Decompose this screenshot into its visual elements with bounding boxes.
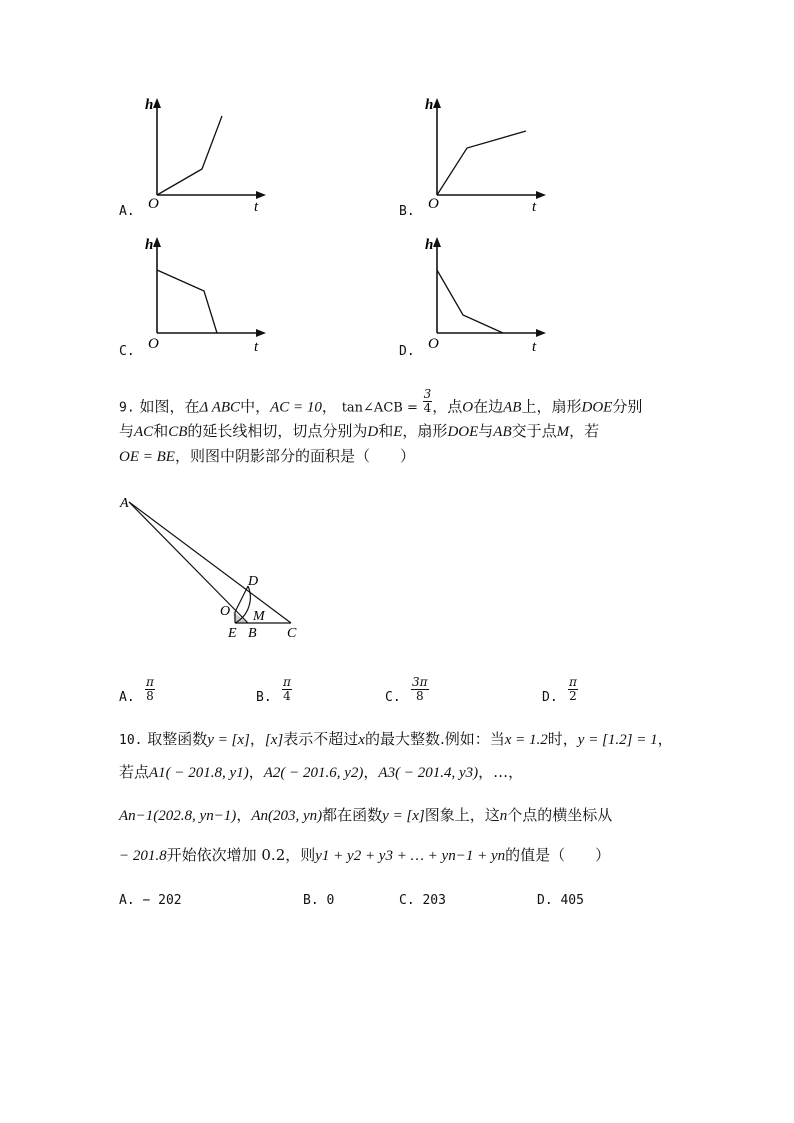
q10-point-3: A3( − 201.4, y3) bbox=[378, 765, 479, 781]
q10-func: y = [x] bbox=[382, 808, 425, 824]
graph-a-origin: O bbox=[148, 196, 159, 212]
q10-text: 开始依次增加 0.2，则 bbox=[166, 846, 316, 864]
q9-doe: DOE bbox=[581, 399, 613, 416]
q10-option-a bbox=[119, 893, 182, 908]
option-num: π bbox=[283, 675, 291, 689]
q10-number: 10. bbox=[119, 733, 143, 748]
q9-text: 与 bbox=[119, 422, 135, 440]
q9-option-c-fraction bbox=[411, 676, 429, 703]
q9-text: 上，扇形 bbox=[521, 397, 582, 416]
graph-c bbox=[140, 234, 280, 359]
q9-line-2 bbox=[119, 421, 599, 442]
option-num: π bbox=[146, 675, 154, 689]
option-label: B. bbox=[303, 893, 319, 908]
graph-b-h-label: h bbox=[425, 97, 434, 113]
q9-ab: AB bbox=[503, 399, 522, 416]
q9-text: 与 bbox=[478, 422, 494, 440]
q9-option-a-fraction bbox=[145, 676, 155, 703]
graph-d-origin: O bbox=[428, 336, 439, 352]
graph-d-t-label: t bbox=[532, 339, 537, 355]
fig-label-c: C bbox=[287, 626, 297, 641]
q9-d: D bbox=[367, 424, 379, 440]
graph-c-label: C. bbox=[119, 344, 135, 359]
option-num: 3π bbox=[412, 675, 428, 689]
q9-option-d-label: D. bbox=[542, 690, 558, 705]
graph-b-label: B. bbox=[399, 204, 415, 219]
fig-label-m: M bbox=[253, 609, 265, 624]
option-den: 2 bbox=[569, 689, 577, 703]
q9-cb: CB bbox=[168, 424, 188, 440]
option-value: 203 bbox=[422, 893, 446, 908]
q10-text: 表示不超过 bbox=[283, 730, 359, 748]
q10-xeq: x = 1.2 bbox=[504, 732, 548, 748]
q10-n: n bbox=[499, 808, 508, 824]
q10-start: − 201.8 bbox=[119, 848, 167, 864]
q9-line-3 bbox=[119, 446, 415, 467]
q10-point-n: An(203, yn) bbox=[251, 808, 323, 824]
q9-text: 分别 bbox=[612, 397, 643, 416]
q10-option-d bbox=[537, 893, 584, 908]
fig-label-a: A bbox=[120, 496, 129, 511]
q10-option-b bbox=[303, 893, 334, 908]
q10-line-4 bbox=[119, 845, 610, 866]
graph-a-h-label: h bbox=[145, 97, 154, 113]
graph-a-t-label: t bbox=[254, 199, 259, 215]
option-den: 8 bbox=[415, 689, 424, 703]
q10-x: x bbox=[358, 732, 365, 748]
q9-text: 和 bbox=[378, 422, 394, 440]
q9-text: ，点 bbox=[432, 397, 463, 416]
q9-option-a-label: A. bbox=[119, 690, 135, 705]
q9-tan-fraction bbox=[423, 388, 433, 415]
q9-options bbox=[119, 676, 639, 710]
fig-label-b: B bbox=[248, 626, 257, 641]
q9-text: 交于点 bbox=[511, 422, 557, 440]
q9-ac-eq: AC = 10 bbox=[270, 399, 322, 416]
q10-option-c bbox=[399, 893, 446, 908]
option-value: 0 bbox=[326, 893, 335, 908]
q10-text: 个点的横坐标从 bbox=[507, 806, 613, 824]
q10-text: ， bbox=[249, 730, 265, 748]
q9-text: 在边 bbox=[473, 397, 504, 416]
fig-label-o: O bbox=[220, 604, 231, 619]
option-num: π bbox=[569, 675, 577, 689]
graph-d bbox=[420, 234, 560, 359]
q9-line-1: 9. 如图，在Δ ABC中，AC = 10， tan∠ACB = $\frac{3}{4}$ ，点O在边AB上，扇形DOE分别 bbox=[119, 387, 643, 416]
option-value: 405 bbox=[560, 893, 584, 908]
q9-text: 的延长线相切，切点分别为 bbox=[187, 422, 368, 440]
q9-triangle: Δ ABC bbox=[199, 399, 241, 416]
option-label: D. bbox=[537, 893, 553, 908]
q10-yeq: y = [1.2] = 1 bbox=[577, 732, 658, 748]
q9-tan-num: 3 bbox=[423, 387, 432, 401]
q9-text: 如图，在 bbox=[139, 397, 200, 416]
q10-text: 图象上，这 bbox=[424, 806, 500, 824]
q10-point-1: A1( − 201.8, y1) bbox=[149, 765, 249, 781]
q9-option-d-fraction bbox=[568, 676, 578, 703]
graph-b bbox=[420, 95, 560, 220]
option-den: 8 bbox=[146, 689, 154, 703]
q10-func: y = [x] bbox=[207, 732, 250, 748]
q9-text: 和 bbox=[153, 422, 169, 440]
q10-point-2: A2( − 201.6, y2) bbox=[263, 765, 364, 781]
q10-text: 都在函数 bbox=[322, 806, 383, 824]
q10-line-1 bbox=[119, 729, 673, 751]
graph-a-label: A. bbox=[119, 204, 135, 219]
graph-c-t-label: t bbox=[254, 339, 259, 355]
q9-e: E bbox=[393, 424, 403, 440]
q9-o: O bbox=[462, 399, 474, 416]
q9-figure bbox=[115, 490, 315, 645]
q10-point-n-1: An−1(202.8, yn−1) bbox=[119, 808, 237, 824]
q9-tan-den: 4 bbox=[423, 401, 432, 415]
q10-text: 若点 bbox=[119, 763, 150, 781]
graph-a bbox=[140, 95, 280, 220]
graph-d-h-label: h bbox=[425, 237, 434, 253]
q9-oe-be: OE = BE bbox=[119, 449, 175, 465]
q9-text: 中， bbox=[240, 397, 271, 416]
fig-label-e: E bbox=[228, 626, 237, 641]
graph-c-origin: O bbox=[148, 336, 159, 352]
q9-text: ，若 bbox=[569, 422, 600, 440]
q10-text: 取整函数 bbox=[147, 730, 208, 748]
q9-option-b-fraction bbox=[282, 676, 292, 703]
graph-d-label: D. bbox=[399, 344, 415, 359]
q10-line-2: 若点A1( − 201.8, y1)，A2( − 201.6, y2)，A3( − 201.4, y3)，…， bbox=[119, 763, 524, 781]
q9-number: 9. bbox=[119, 400, 135, 416]
q10-text: 的最大整数.例如：当 bbox=[364, 730, 505, 748]
option-value: − 202 bbox=[142, 893, 182, 908]
q10-text: ， bbox=[657, 730, 673, 748]
q10-text: 的值是（ ） bbox=[505, 846, 611, 864]
q10-text: 时， bbox=[547, 730, 578, 748]
option-label: C. bbox=[399, 893, 415, 908]
q9-tan: tan∠ACB = bbox=[341, 400, 418, 416]
q9-doe: DOE bbox=[447, 424, 479, 440]
q9-ab: AB bbox=[493, 424, 512, 440]
q10-line-3: An−1(202.8, yn−1)，An(203, yn)都在函数y = [x]图象上，这n个点的横坐标从 bbox=[119, 806, 613, 824]
q9-text: ，则图中阴影部分的面积是（ ） bbox=[174, 447, 415, 465]
q9-text: ，扇形 bbox=[402, 422, 448, 440]
q9-option-c-label: C. bbox=[385, 690, 401, 705]
q10-ellipsis: ，…， bbox=[478, 763, 524, 781]
q9-option-b-label: B. bbox=[256, 690, 272, 705]
q10-options bbox=[119, 893, 639, 913]
q10-bracket: [x] bbox=[264, 732, 284, 748]
fig-label-d: D bbox=[248, 574, 259, 589]
graph-b-origin: O bbox=[428, 196, 439, 212]
q9-ac: AC bbox=[134, 424, 154, 440]
q9-m: M bbox=[556, 424, 570, 440]
q10-sum: y1 + y2 + y3 + … + yn−1 + yn bbox=[315, 848, 506, 864]
option-label: A. bbox=[119, 893, 135, 908]
option-den: 4 bbox=[283, 689, 291, 703]
graph-b-t-label: t bbox=[532, 199, 537, 215]
graph-c-h-label: h bbox=[145, 237, 154, 253]
